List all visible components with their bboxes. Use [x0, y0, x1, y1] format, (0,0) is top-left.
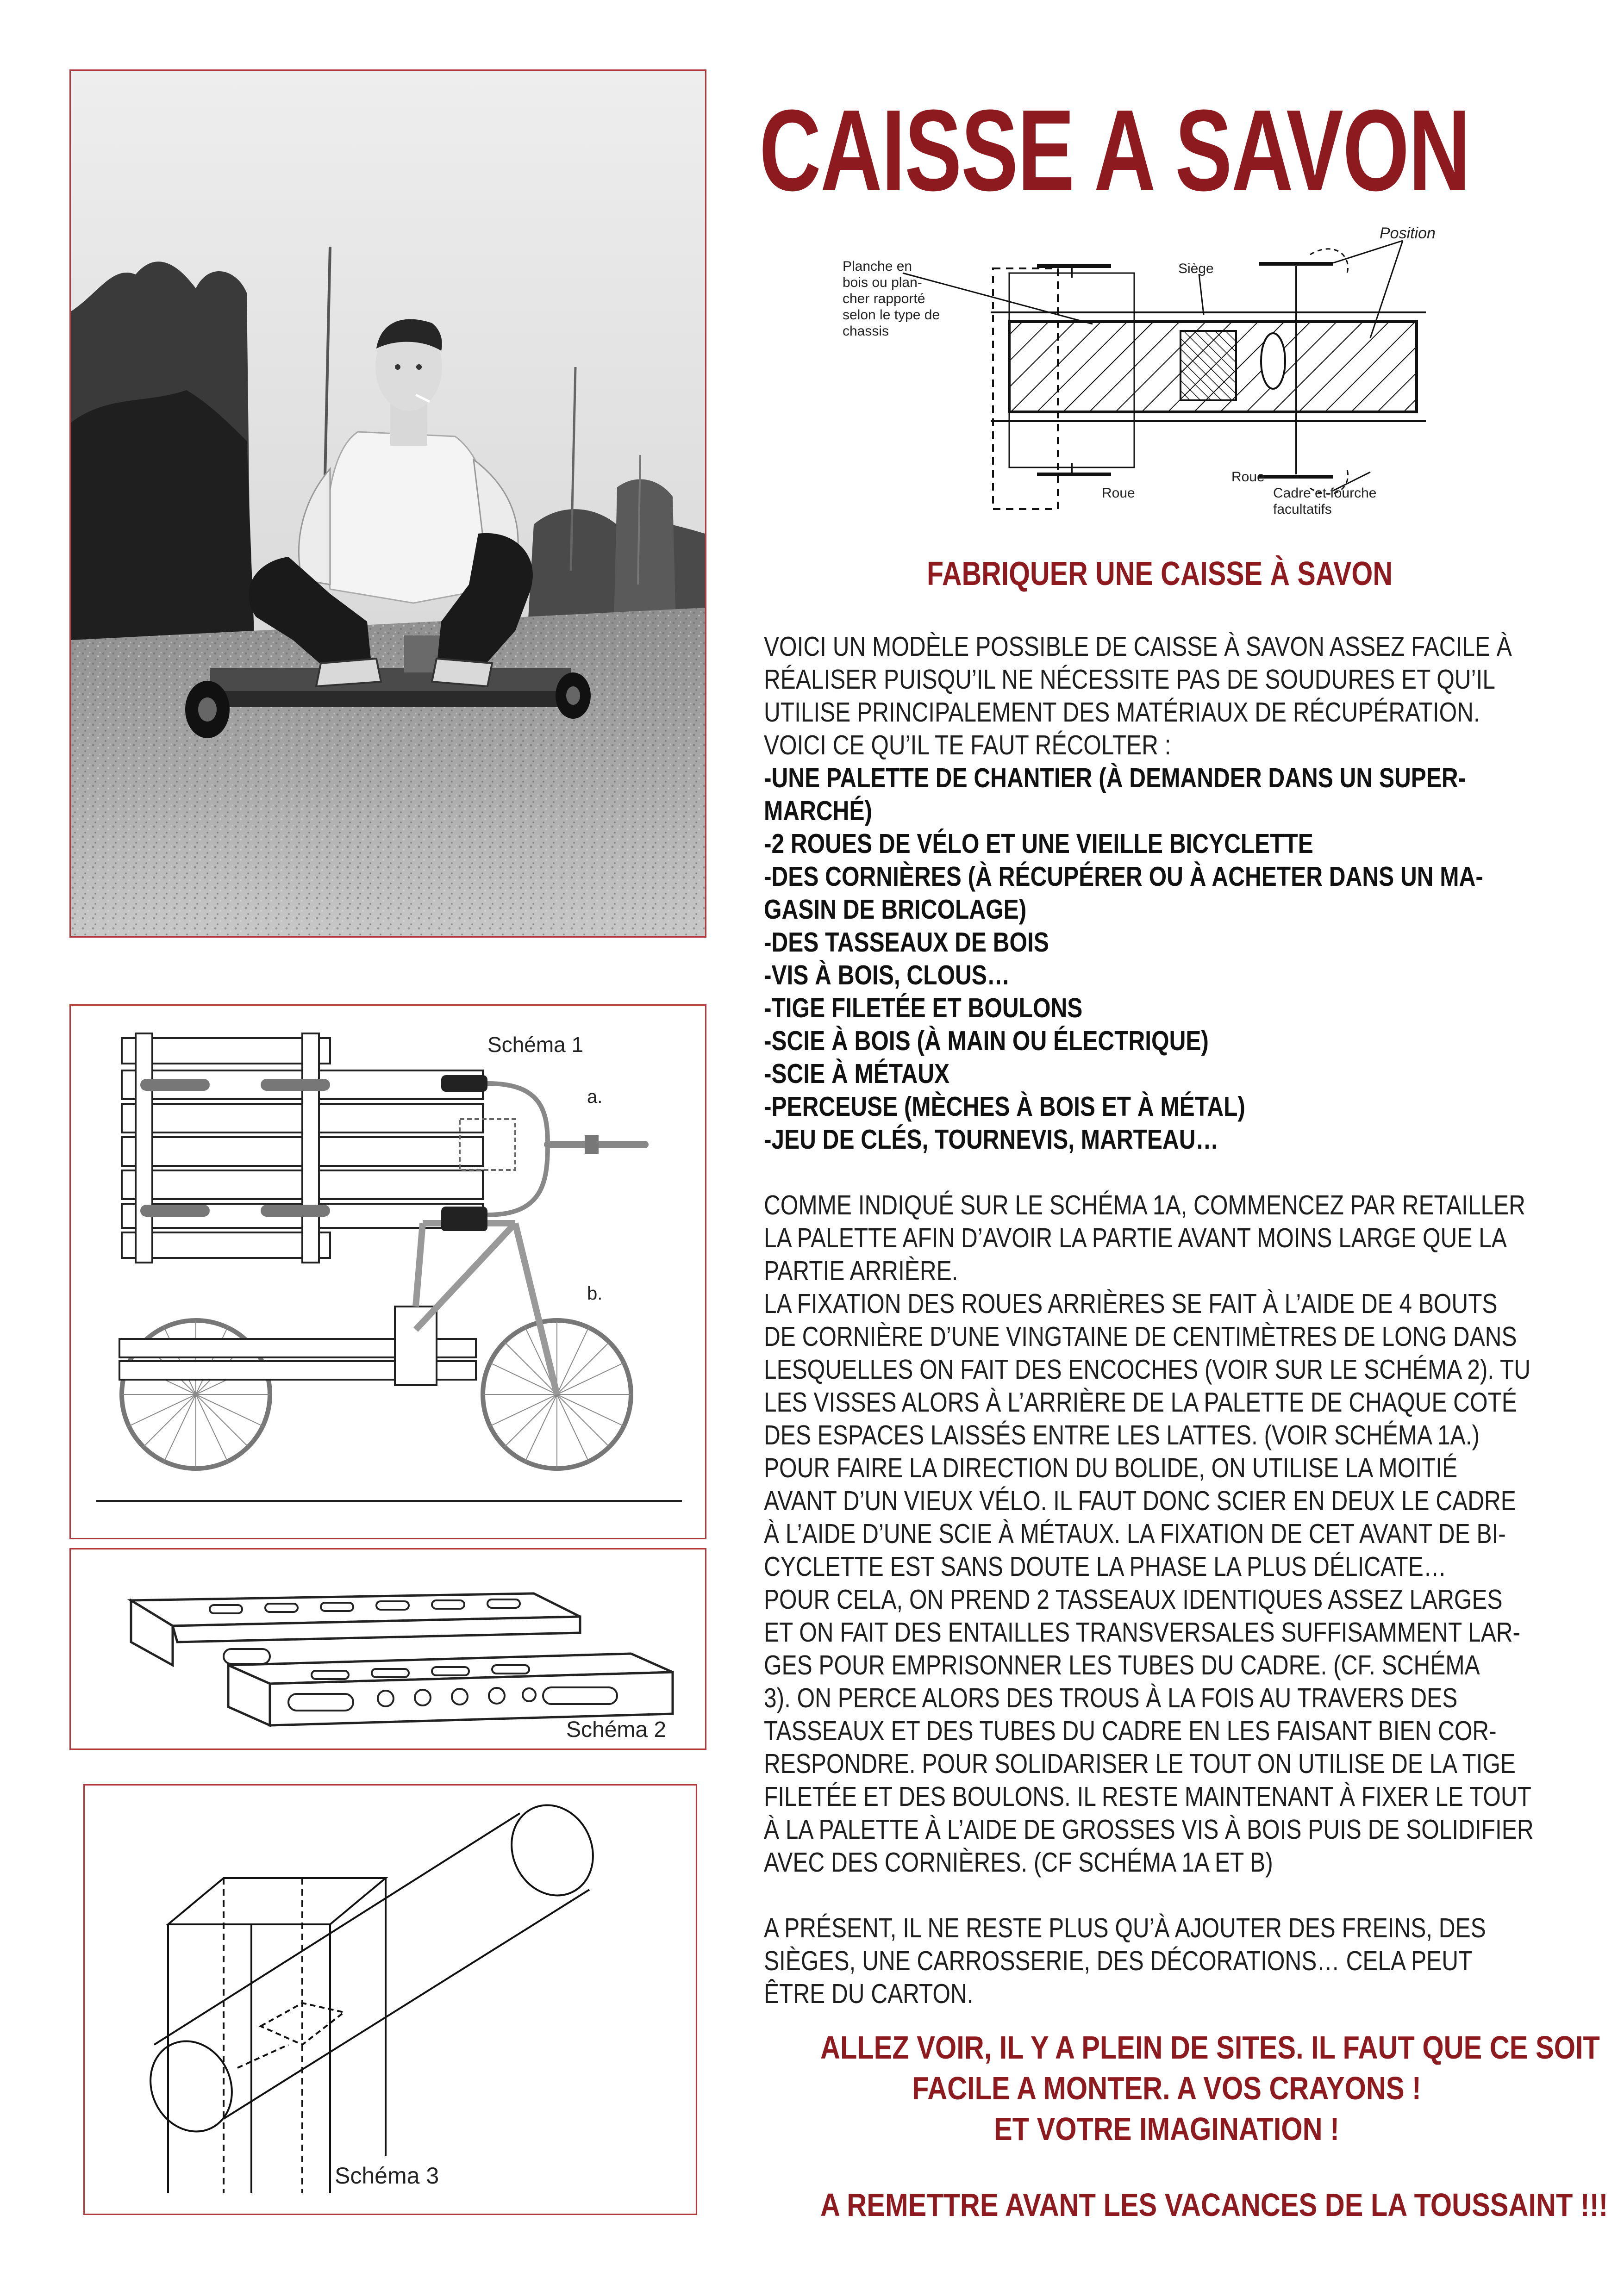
finishing-line: SIÈGES, UNE CARROSSERIE, DES DÉCORATIONS… CELA PEUT — [764, 1946, 1473, 1976]
materials-list — [764, 762, 1561, 1156]
diagram-label-seat: Siège — [1178, 261, 1214, 276]
intro-line: VOICI UN MODÈLE POSSIBLE DE CAISSE À SAVON ASSEZ FACILE À — [764, 631, 1512, 662]
schema-1-drawing — [71, 1006, 705, 1538]
material-item: GASIN DE BRICOLAGE) — [764, 894, 1027, 925]
diagram-label-plank-2: bois ou plan- — [843, 275, 922, 290]
finishing-line: A PRÉSENT, IL NE RESTE PLUS QU’À AJOUTER DES FREINS, DES — [764, 1913, 1486, 1943]
diagram-label-plank-5: chassis — [843, 324, 889, 339]
material-item: -VIS À BOIS, CLOUS… — [764, 960, 1010, 990]
diagram-label-plank-3: cher rapporté — [843, 291, 925, 306]
instruction-line: 3). ON PERCE ALORS DES TROUS À LA FOIS AU TRAVERS DES — [764, 1683, 1458, 1713]
schema-3-drawing — [85, 1786, 696, 2214]
schema-2-frame — [69, 1548, 706, 1750]
schema-3-title: Schéma 3 — [335, 2163, 439, 2189]
diagram-label-wheel-left: Roue — [1102, 485, 1135, 501]
intro-line: VOICI CE QU’IL TE FAUT RÉCOLTER : — [764, 730, 1171, 760]
instruction-line: PARTIE ARRIÈRE. — [764, 1256, 958, 1286]
diagram-label-position: Position — [1380, 224, 1436, 242]
material-item: -SCIE À BOIS (À MAIN OU ÉLECTRIQUE) — [764, 1026, 1209, 1056]
instruction-line: AVEC DES CORNIÈRES. (CF SCHÉMA 1A ET B) — [764, 1847, 1273, 1878]
schema-1-label-a: a. — [587, 1087, 603, 1107]
material-item: -DES CORNIÈRES (À RÉCUPÉRER OU À ACHETER DANS UN MA- — [764, 861, 1483, 892]
soapbox-photo — [69, 69, 706, 938]
instruction-line: À LA PALETTE À L’AIDE DE GROSSES VIS À BOIS PUIS DE SOLIDIFIER — [764, 1814, 1534, 1845]
intro-line: UTILISE PRINCIPALEMENT DES MATÉRIAUX DE RÉCUPÉRATION. — [764, 697, 1480, 728]
material-item: -2 ROUES DE VÉLO ET UNE VIEILLE BICYCLETTE — [764, 828, 1313, 859]
diagram-label-plank-1: Planche en — [843, 259, 912, 274]
instruction-line: GES POUR EMPRISONNER LES TUBES DU CADRE. (CF. SCHÉMA — [764, 1650, 1480, 1680]
diagram-label-frame-fork-1: Cadre et fourche — [1273, 485, 1377, 501]
material-item: -TIGE FILETÉE ET BOULONS — [764, 993, 1083, 1023]
closing-line: FACILE A MONTER. A VOS CRAYONS ! — [912, 2070, 1421, 2106]
material-item: MARCHÉ) — [764, 796, 873, 826]
schema-1-frame — [69, 1004, 706, 1539]
diagram-label-plank-4: selon le type de — [843, 307, 940, 323]
closing-message — [759, 2027, 1600, 2149]
instruction-line: FILETÉE ET DES BOULONS. IL RESTE MAINTENANT À FIXER LE TOUT — [764, 1781, 1531, 1812]
instruction-line: AVANT D’UN VIEUX VÉLO. IL FAUT DONC SCIER EN DEUX LE CADRE — [764, 1486, 1516, 1516]
instruction-line: À L’AIDE D’UNE SCIE À MÉTAUX. LA FIXATION DE CET AVANT DE BI- — [764, 1518, 1506, 1549]
title-caisse-a-savon: CAISSE A SAVON — [759, 86, 1470, 215]
instruction-line: POUR FAIRE LA DIRECTION DU BOLIDE, ON UTILISE LA MOITIÉ — [764, 1453, 1458, 1483]
material-item: -DES TASSEAUX DE BOIS — [764, 927, 1049, 958]
diagram-label-frame-fork-2: facultatifs — [1273, 502, 1332, 517]
closing-line: ET VOTRE IMAGINATION ! — [994, 2111, 1339, 2147]
instruction-line: COMME INDIQUÉ SUR LE SCHÉMA 1A, COMMENCEZ PAR RETAILLER — [764, 1190, 1525, 1220]
schema-3-frame — [83, 1784, 697, 2215]
material-item: -JEU DE CLÉS, TOURNEVIS, MARTEAU… — [764, 1124, 1219, 1155]
material-item: -PERCEUSE (MÈCHES À BOIS ET À MÉTAL) — [764, 1091, 1245, 1122]
schema-1-label-b: b. — [587, 1283, 603, 1304]
instruction-line: LA PALETTE AFIN D’AVOIR LA PARTIE AVANT MOINS LARGE QUE LA — [764, 1223, 1507, 1253]
chassis-top-view-diagram — [833, 222, 1449, 528]
section-heading: FABRIQUER UNE CAISSE À SAVON — [927, 555, 1393, 592]
instruction-line: LA FIXATION DES ROUES ARRIÈRES SE FAIT À L’AIDE DE 4 BOUTS — [764, 1288, 1498, 1319]
instruction-line: CYCLETTE EST SANS DOUTE LA PHASE LA PLUS DÉLICATE… — [764, 1551, 1447, 1582]
instruction-line: ET ON FAIT DES ENTAILLES TRANSVERSALES SUFFISAMMENT LAR- — [764, 1617, 1521, 1648]
schema-1-title: Schéma 1 — [487, 1033, 584, 1057]
instruction-line: DE CORNIÈRE D’UNE VINGTAINE DE CENTIMÈTRES DE LONG DANS — [764, 1321, 1517, 1352]
soapbox-photo-illustration — [71, 71, 705, 936]
article-body — [764, 630, 1560, 2010]
instruction-line: LESQUELLES ON FAIT DES ENCOCHES (VOIR SUR LE SCHÉMA 2). TU — [764, 1354, 1531, 1385]
instruction-line: LES VISSES ALORS À L’ARRIÈRE DE LA PALETTE DE CHAQUE COTÉ — [764, 1387, 1517, 1418]
closing-line: ALLEZ VOIR, IL Y A PLEIN DE SITES. IL FAUT QUE CE SOIT — [820, 2029, 1600, 2066]
instruction-line: DES ESPACES LAISSÉS ENTRE LES LATTES. (VOIR SCHÉMA 1A.) — [764, 1420, 1480, 1450]
diagram-label-wheel-right: Roue — [1231, 469, 1265, 485]
schema-2-title: Schéma 2 — [566, 1717, 667, 1742]
chassis-diagram-drawing — [833, 222, 1449, 528]
intro-line: RÉALISER PUISQU’IL NE NÉCESSITE PAS DE SOUDURES ET QU’IL — [764, 664, 1495, 695]
finishing-line: ÊTRE DU CARTON. — [764, 1979, 974, 2009]
instruction-line: RESPONDRE. POUR SOLIDARISER LE TOUT ON UTILISE DE LA TIGE — [764, 1748, 1516, 1779]
material-item: -UNE PALETTE DE CHANTIER (À DEMANDER DANS UN SUPER- — [764, 763, 1466, 793]
instruction-line: POUR CELA, ON PREND 2 TASSEAUX IDENTIQUES ASSEZ LARGES — [764, 1584, 1503, 1615]
material-item: -SCIE À MÉTAUX — [764, 1058, 950, 1089]
deadline-notice: A REMETTRE AVANT LES VACANCES DE LA TOUSSAINT !!! — [820, 2187, 1608, 2223]
schema-2-drawing — [71, 1549, 705, 1748]
instruction-line: TASSEAUX ET DES TUBES DU CADRE EN LES FAISANT BIEN COR- — [764, 1716, 1497, 1746]
